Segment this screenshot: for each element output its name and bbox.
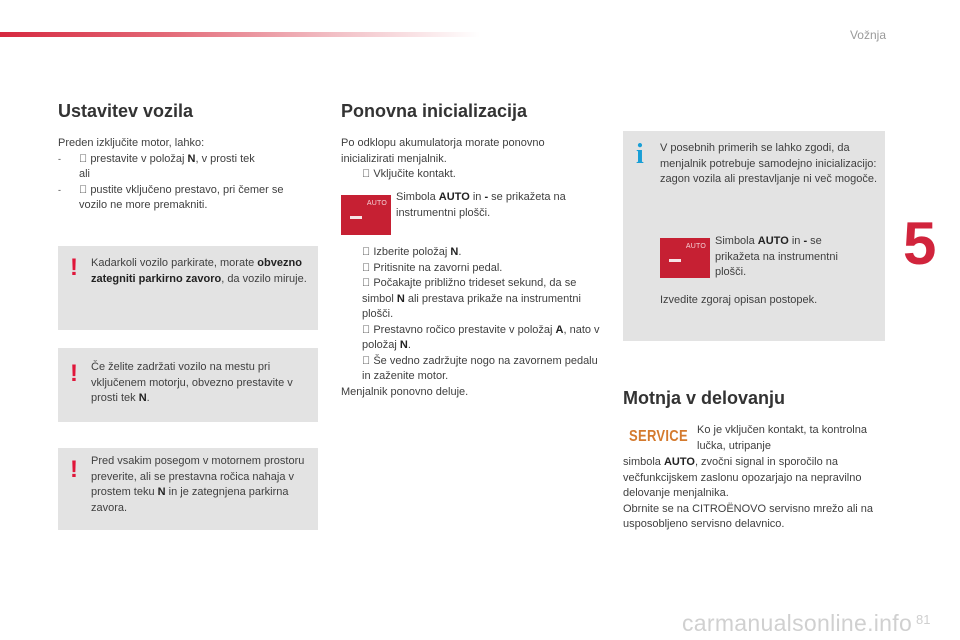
warning-text-3: Pred vsakim posegom v motornem prostoru preverite, ali se prestavna ročica nahaja v prostem teku N in je zategnjena parkirna zavora. — [91, 455, 305, 514]
heading-ustavitev-vozila: Ustavitev vozila — [58, 101, 194, 121]
fault-text-1: Ko je vključen kontakt, ta kontrolna lučka, utripanje — [697, 424, 867, 452]
auto-indicator-icon — [341, 195, 391, 235]
heading-ponovna-inicializacija: Ponovna inicializacija — [341, 101, 528, 121]
warning-icon: ! — [70, 456, 78, 483]
fault-text-2 — [623, 455, 885, 533]
reinit-steps — [341, 245, 606, 400]
section-title: Vožnja — [849, 28, 886, 42]
auto-indicator-label: AUTO — [685, 243, 706, 250]
warning-box-engine-bay — [58, 448, 318, 530]
fault-text-2-line: simbola AUTO, zvočni signal in sporočilo na večfunkcijskem zaslonu opozarjajo na nepravilno delovanje menjalnika. — [623, 456, 862, 499]
warning-icon: ! — [70, 254, 78, 281]
fault-text-3: Obrnite se na CITROËNOVO servisno mrežo ali na usposobljeno servisno delavnico. — [623, 502, 874, 530]
warning-text-2: Če želite zadržati vozilo na mestu pri vključenem motorju, obvezno prestavite v prosti tek N. — [91, 361, 293, 404]
reinit-intro: Po odklopu akumulatorja morate ponovno inicializirati menjalnik. — [341, 137, 545, 165]
watermark: carmanualsonline.info — [682, 610, 913, 636]
reinit-step-2: Izberite položaj N. — [373, 246, 462, 258]
stop-instructions — [58, 136, 310, 214]
stop-option-or: ali — [79, 168, 91, 180]
stop-option-1: - prestavite v položaj N, v prosti tek — [58, 152, 310, 168]
reinit-step-5: Prestavno ročico prestavite v položaj A, nato v položaj N. — [362, 323, 600, 351]
indicator-dash — [350, 216, 362, 219]
stop-option-2: - pustite vključeno prestavo, pri čemer se vozilo ne more premakniti. — [58, 183, 284, 211]
reinit-step-1: Vključite kontakt. — [373, 168, 456, 180]
auto-indicator-icon — [660, 238, 710, 278]
indicator-dash — [669, 259, 681, 262]
heading-motnja-v-delovanju: Motnja v delovanju — [623, 388, 786, 408]
reinit-outro: Menjalnik ponovno deluje. — [341, 385, 469, 398]
info-text: V posebnih primerih se lahko zgodi, da menjalnik potrebuje samodejno inicializacijo: zagon vozila ali prestavljanje ni več mogoče. — [660, 142, 878, 185]
warning-box-neutral — [58, 348, 318, 422]
warning-icon: ! — [70, 360, 78, 387]
stop-intro: Preden izključite motor, lahko: — [58, 137, 205, 149]
reinit-intro-block — [341, 136, 591, 183]
warning-box-parking-brake — [58, 246, 318, 330]
warning-text-1: Kadarkoli vozilo parkirate, morate obvezno zategniti parkirno zavoro, da vozilo miruje. — [91, 257, 307, 285]
dash-marker: - — [58, 153, 61, 164]
reinit-step-6: Še vedno zadržujte nogo na zavornem pedalu in zaženite motor. — [362, 354, 598, 382]
info-symbol-note: Simbola AUTO in - se prikažeta na instrumentni plošči. — [715, 235, 838, 278]
info-box-auto-init — [623, 131, 885, 341]
dash-marker: - — [58, 184, 61, 195]
reinit-step-4: Počakajte približno trideset sekund, da se simbol N ali prestava prikaže na instrumentni plošči. — [362, 277, 581, 320]
auto-symbol-note: Simbola AUTO in - se prikažeta na instrumentni plošči. — [396, 191, 566, 219]
auto-indicator-label: AUTO — [366, 200, 387, 207]
reinit-step-3: Pritisnite na zavorni pedal. — [373, 261, 503, 274]
info-action: Izvedite zgoraj opisan postopek. — [660, 294, 818, 306]
info-icon: i — [636, 139, 644, 170]
header-accent-bar — [0, 32, 480, 37]
service-warning-icon: SERVICE — [629, 426, 688, 445]
page-number: 81 — [916, 612, 931, 627]
chapter-number: 5 — [903, 210, 937, 277]
